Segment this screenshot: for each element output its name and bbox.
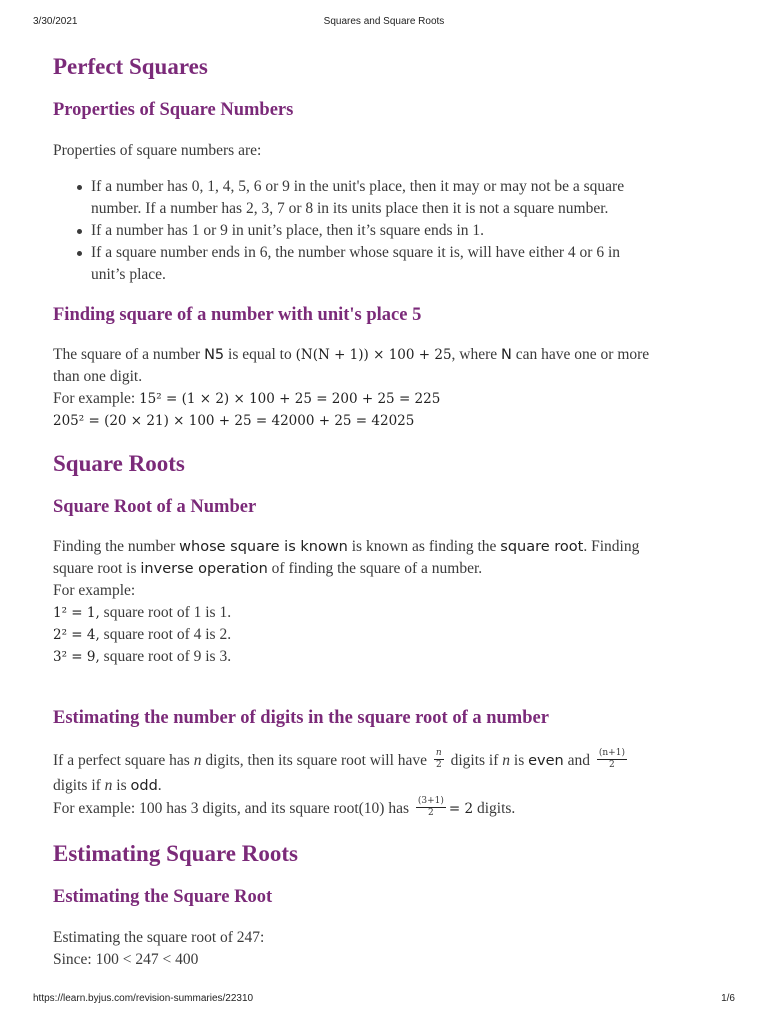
unit5-example-2: 205² = (20 × 21) × 100 + 25 = 42000 + 25 = 42025	[53, 413, 415, 429]
heading-estimating-square-roots: Estimating Square Roots	[53, 841, 298, 866]
digits-example: For example: 100 has 3 digits, and its square root(10) has $\frac{(3+1)}{2}$ = 2 digits.	[53, 796, 516, 818]
page-number: 1/6	[721, 993, 735, 1004]
properties-list	[53, 176, 718, 286]
root-paragraph-line-1: Finding the number whose square is known is known as finding the square root. Finding	[53, 538, 640, 555]
fraction-n-plus-1-over-2: $\frac{(n+1)}{2}$	[598, 748, 625, 770]
source-url: https://learn.byjus.com/revision-summaries/22310	[33, 993, 254, 1004]
digits-paragraph-line-1: If a perfect square has n digits, then its square root will have $\frac{n}{2}$ digits if n is even and $\frac{(n+1)}{2}$	[53, 748, 625, 770]
heading-properties: Properties of Square Numbers	[53, 100, 294, 120]
heading-estimating-digits: Estimating the number of digits in the square root of a number	[53, 708, 549, 728]
fraction-n-over-2: $\frac{n}{2}$	[435, 748, 442, 770]
fraction-3-plus-1-over-2: $\frac{(3+1)}{2}$	[417, 796, 444, 818]
print-date: 3/30/2021	[33, 16, 78, 27]
heading-estimating-the-square-root: Estimating the Square Root	[53, 887, 273, 907]
estimating-line-1: Estimating the square root of 247:	[53, 929, 265, 946]
page-header	[0, 16, 768, 32]
heading-perfect-squares: Perfect Squares	[53, 54, 208, 79]
root-example-1: 1² = 1, square root of 1 is 1.	[53, 604, 232, 621]
list-item: If a number has 0, 1, 4, 5, 6 or 9 in the unit's place, then it may or may not be a square number. If a number has 2, 3, 7 or 8 in its units place then it is not a square number.	[53, 176, 718, 220]
root-example-2: 2² = 4, square root of 4 is 2.	[53, 626, 232, 643]
estimating-line-2: Since: 100 < 247 < 400	[53, 951, 199, 968]
root-paragraph-line-2: square root is inverse operation of finding the square of a number.	[53, 560, 483, 577]
list-item: If a square number ends in 6, the number whose square it is, will have either 4 or 6 in unit’s place.	[53, 242, 718, 286]
heading-unit-place-5: Finding square of a number with unit's place 5	[53, 305, 422, 325]
unit5-example-1: For example: 15² = (1 × 2) × 100 + 25 = 200 + 25 = 225	[53, 390, 441, 407]
properties-intro: Properties of square numbers are:	[53, 142, 262, 159]
root-example-label: For example:	[53, 582, 136, 599]
unit5-paragraph-line-1: The square of a number N5 is equal to (N(N + 1)) × 100 + 25, where N can have one or more	[53, 346, 650, 363]
list-item: If a number has 1 or 9 in unit’s place, then it’s square ends in 1.	[53, 220, 718, 242]
heading-square-root-of-number: Square Root of a Number	[53, 497, 257, 517]
root-example-3: 3² = 9, square root of 9 is 3.	[53, 648, 232, 665]
square-formula: (N(N + 1)) × 100 + 25	[295, 347, 452, 363]
document-title: Squares and Square Roots	[323, 16, 445, 27]
unit5-paragraph-line-2: than one digit.	[53, 368, 143, 385]
heading-square-roots: Square Roots	[53, 451, 185, 476]
digits-paragraph-line-2: digits if n is odd.	[53, 777, 162, 794]
page-footer	[0, 993, 768, 1009]
